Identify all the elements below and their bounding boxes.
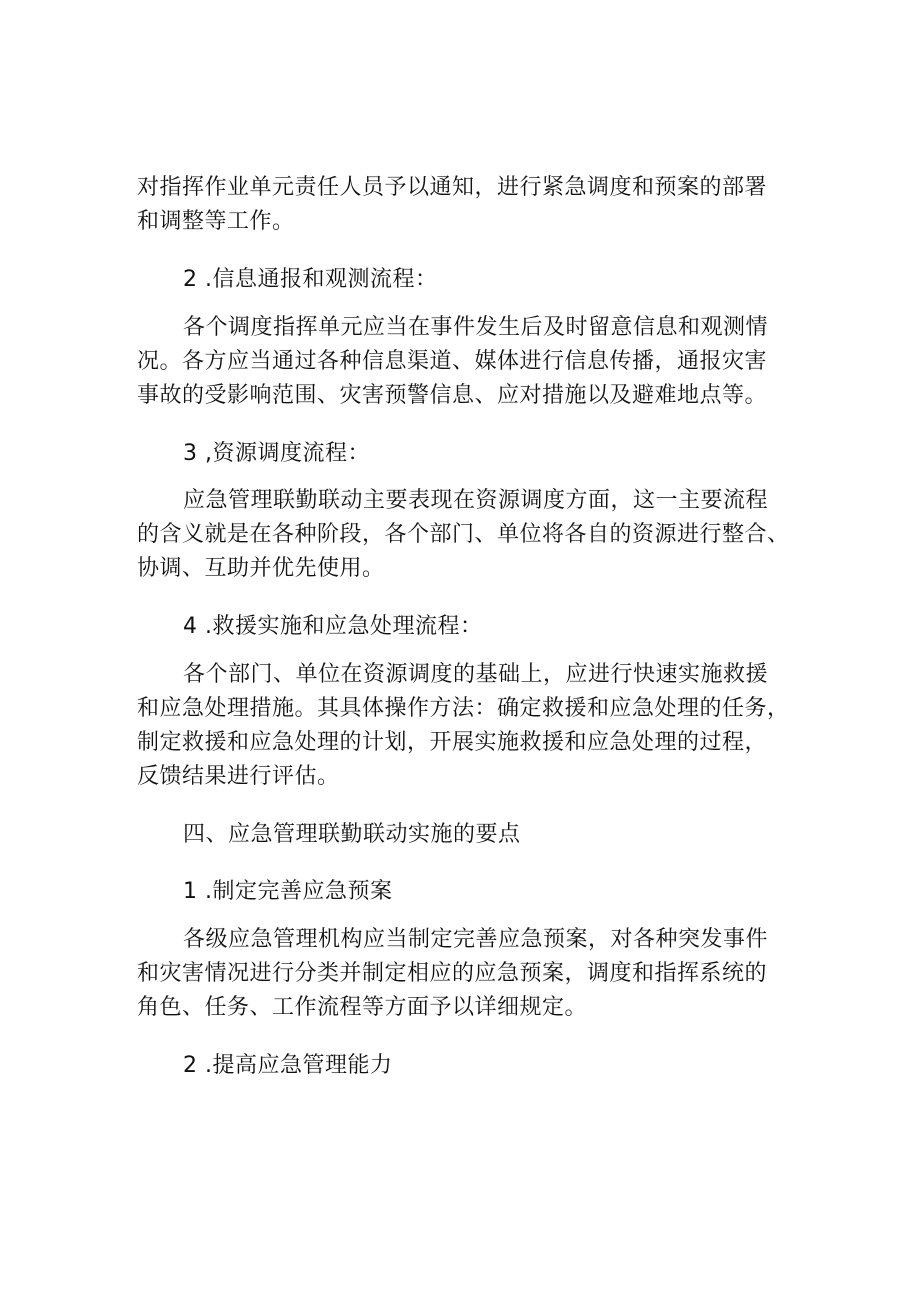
paragraph-line: 各级应急管理机构应当制定完善应急预案，对各种突发事件: [183, 927, 769, 952]
paragraph-line: 和应急处理措施。其具体操作方法：确定救援和应急处理的任务，: [137, 696, 790, 721]
paragraph-line: 应急管理联勤联动主要表现在资源调度方面，这一主要流程: [183, 488, 769, 513]
section-heading: 2 .信息通报和观测流程：: [183, 267, 438, 292]
section-heading: 3 ,资源调度流程：: [183, 441, 370, 466]
paragraph-line: 角色、任务、工作流程等方面予以详细规定。: [137, 995, 588, 1020]
section-heading: 4 .救援实施和应急处理流程：: [183, 614, 483, 639]
paragraph-line: 对指挥作业单元责任人员予以通知，进行紧急调度和预案的部署: [137, 175, 768, 200]
paragraph-line: 各个部门、单位在资源调度的基础上，应进行快速实施救援: [183, 662, 769, 687]
paragraph-line: 况。各方应当通过各种信息渠道、媒体进行信息传播，通报灾害: [137, 349, 768, 374]
paragraph-line: 制定救援和应急处理的计划，开展实施救援和应急处理的过程，: [137, 730, 768, 755]
section-title: 四、应急管理联勤联动实施的要点: [183, 822, 521, 847]
paragraph-line: 反馈结果进行评估。: [137, 764, 340, 789]
paragraph-line: 和调整等工作。: [137, 209, 295, 234]
paragraph-line: 事故的受影响范围、灾害预警信息、应对措施以及避难地点等。: [137, 383, 768, 408]
paragraph-line: 协调、互助并优先使用。: [137, 556, 385, 581]
subsection-heading: 2 .提高应急管理能力: [183, 1053, 393, 1078]
paragraph-line: 的含义就是在各种阶段，各个部门、单位将各自的资源进行整合、: [137, 522, 790, 547]
subsection-heading: 1 .制定完善应急预案: [183, 879, 393, 904]
paragraph-line: 各个调度指挥单元应当在事件发生后及时留意信息和观测情: [183, 315, 769, 340]
paragraph-line: 和灾害情况进行分类并制定相应的应急预案，调度和指挥系统的: [137, 961, 768, 986]
